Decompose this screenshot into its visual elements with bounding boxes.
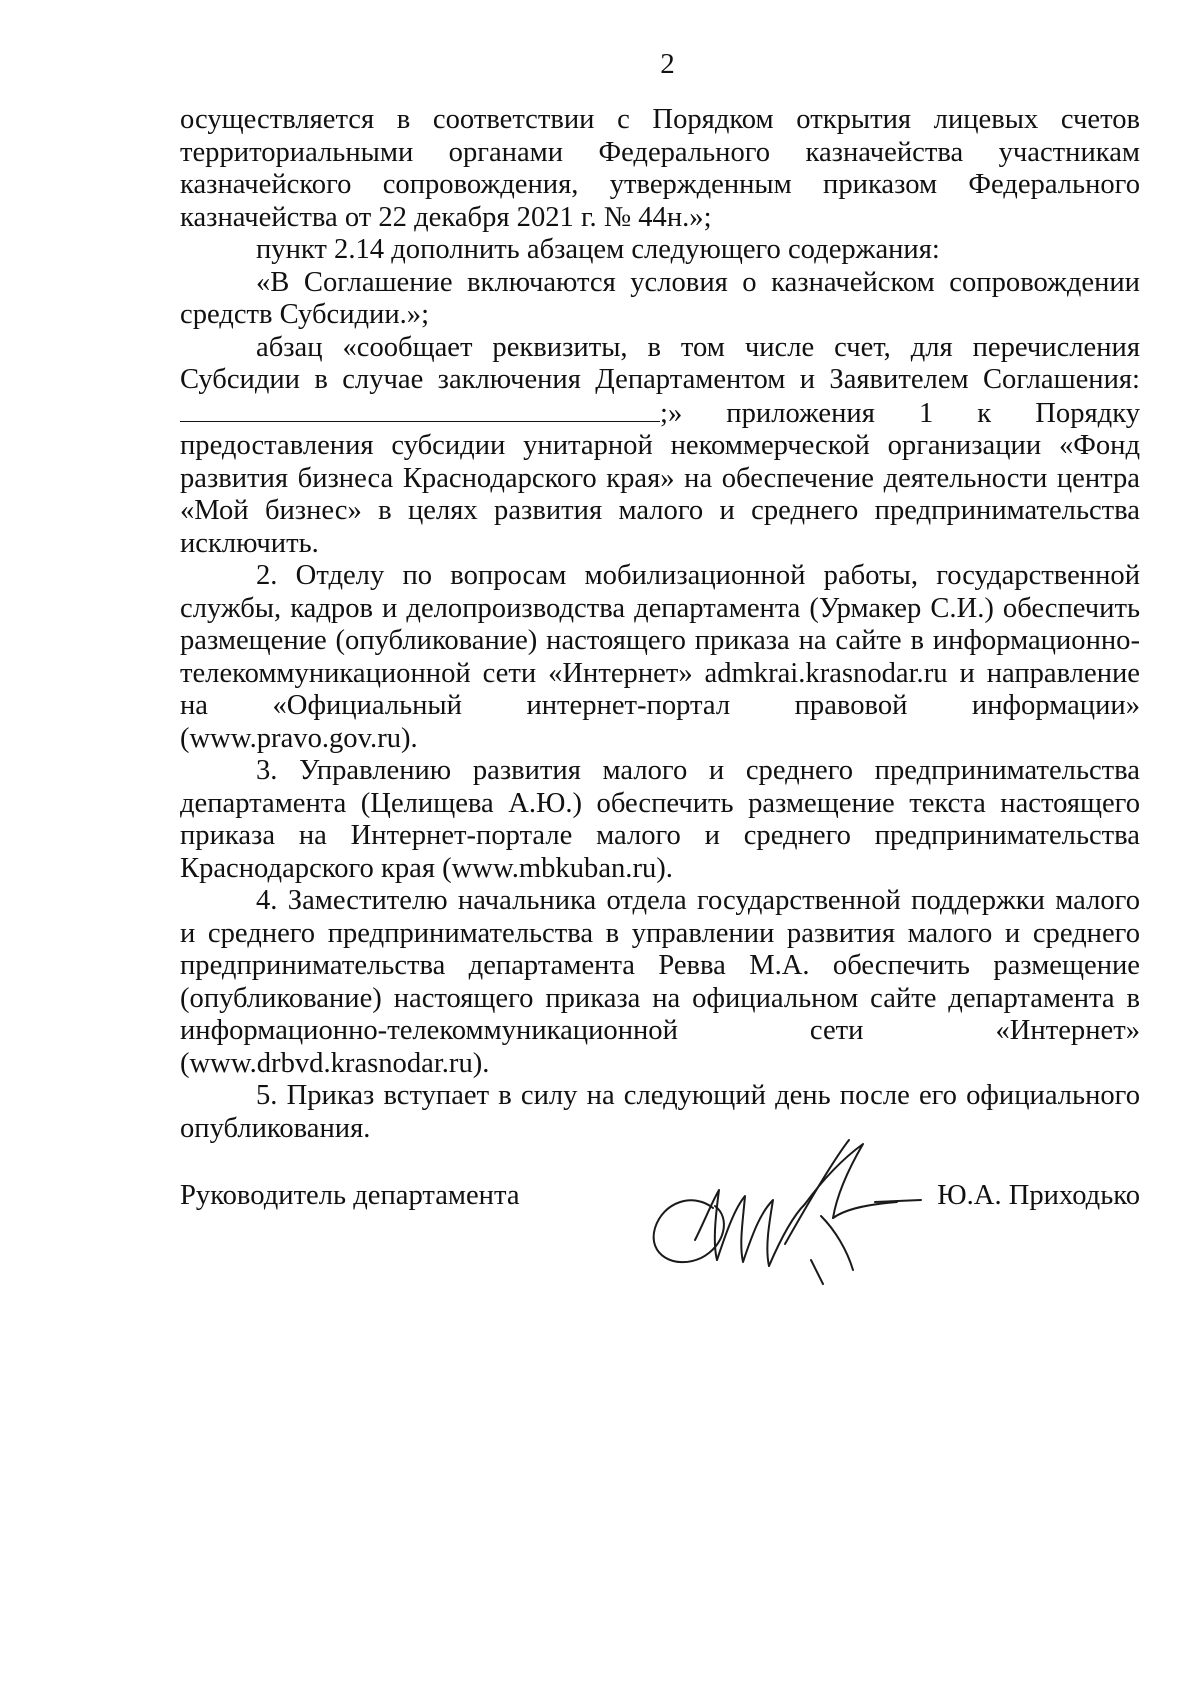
blank-fill-line [180, 397, 660, 422]
paragraph-abzac-exclusion [180, 332, 1140, 561]
paragraph-continuation: осуществляется в соответствии с Порядком открытия лицевых счетов территориальными органами Федерального казначейства участникам казначейского сопровождения, утвержденным приказом Федерального казначейства от 22 декабря 2021 г. № 44н.»; [180, 104, 1140, 233]
paragraph-item-5: 5. Приказ вступает в силу на следующий день после его официального опубликования. [180, 1080, 1140, 1144]
paragraph-abzac-start: абзац «сообщает реквизиты, в том числе счет, для перечисления Субсидии в случае заключения Департаментом и Заявителем Соглашения: [180, 331, 1140, 395]
paragraph-quoted-agreement: «В Соглашение включаются условия о казначейском сопровождении средств Субсидии.»; [180, 266, 1140, 330]
signature-block [180, 1170, 1140, 1290]
paragraph-amendment-2-14: пункт 2.14 дополнить абзацем следующего содержания: [256, 234, 940, 265]
signatory-name: Ю.А. Приходько [937, 1180, 1140, 1211]
handwritten-signature [635, 1120, 925, 1290]
document-body [180, 104, 1140, 1145]
paragraph-abzac-end: ;» приложения 1 к Порядку предоставления субсидии унитарной некоммерческой организации «Фонд развития бизнеса Краснодарского края» на обеспечение деятельности центра «Мой бизнес» в целях развития малого и среднего предпринимательства исключить. [180, 397, 1140, 559]
paragraph-item-2: 2. Отделу по вопросам мобилизационной работы, государственной службы, кадров и делопроизводства департамента (Урмакер С.И.) обеспечить размещение (опубликование) настоящего приказа на сайте в информационно-телекоммуникационной сети «Интернет» admkrai.krasnodar.ru и направление на «Официальный интернет-портал правовой информации» (www.pravo.gov.ru). [180, 560, 1140, 754]
paragraph-item-4: 4. Заместителю начальника отдела государственной поддержки малого и среднего предпринимательства в управлении развития малого и среднего предпринимательства департамента Ревва М.А. обеспечить размещение (опубликование) настоящего приказа на официальном сайте департамента в информационно-телекоммуникационной сети «Интернет» (www.drbvd.krasnodar.ru). [180, 885, 1140, 1079]
signatory-position: Руководитель департамента [180, 1180, 520, 1211]
paragraph-item-3: 3. Управлению развития малого и среднего предпринимательства департамента (Целищева А.Ю.) обеспечить размещение текста настоящего приказа на Интернет-портале малого и среднего предпринимательства Краснодарского края (www.mbkuban.ru). [180, 755, 1140, 884]
page-number: 2 [660, 48, 675, 80]
